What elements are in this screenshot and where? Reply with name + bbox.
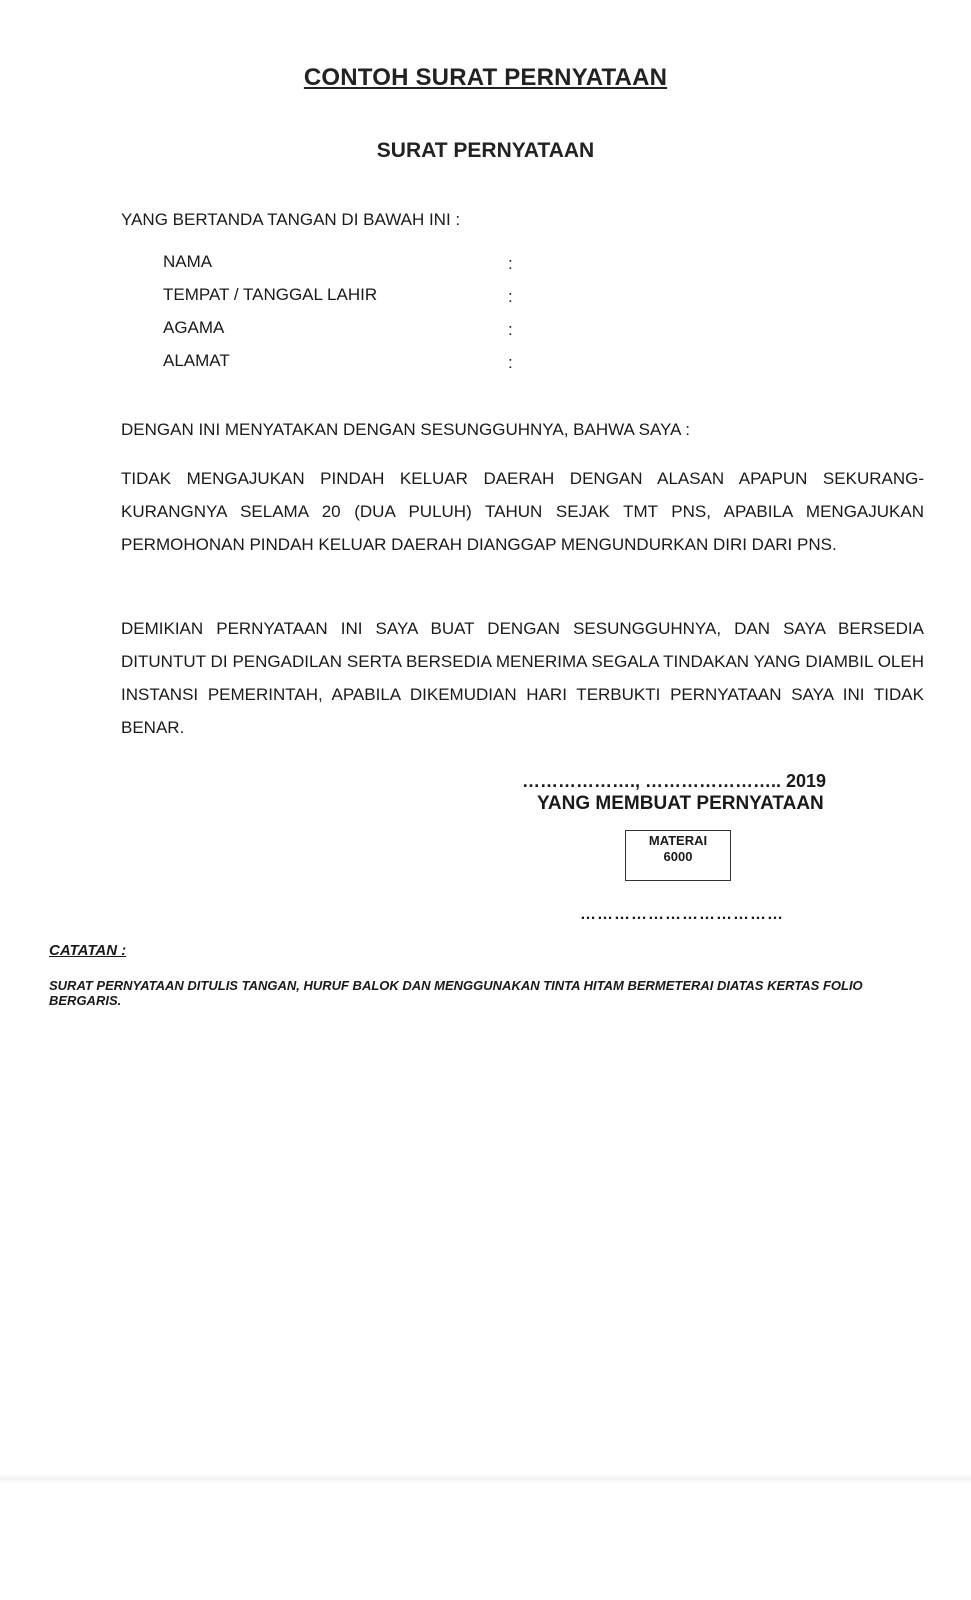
field-label: TEMPAT / TANGGAL LAHIR [163, 285, 378, 304]
signature-placeholder: ……………………………… [580, 906, 784, 923]
closing-paragraph: DEMIKIAN PERNYATAAN INI SAYA BUAT DENGAN SESUNGGUHNYA, DAN SAYA BERSEDIA DITUNTUT DI PENGADILAN SERTA BERSEDIA MENERIMA SEGALA TINDAKAN YANG DIAMBIL OLEH INSTANSI PEMERINTAH, APABILA DIKEMUDIAN HARI TERBUKTI PERNYATAAN SAYA INI TIDAK BENAR. [121, 619, 924, 737]
field-colon: : [508, 287, 513, 306]
intro-text: YANG BERTANDA TANGAN DI BAWAH INI : [121, 210, 461, 229]
stamp-box [625, 830, 731, 881]
note-text: SURAT PERNYATAAN DITULIS TANGAN, HURUF BALOK DAN MENGGUNAKAN TINTA HITAM BERMETERAI DIATAS KERTAS FOLIO BERGARIS. [49, 978, 863, 1008]
field-colon: : [508, 254, 513, 273]
signer-title: YANG MEMBUAT PERNYATAAN [537, 793, 824, 814]
field-label: NAMA [163, 252, 213, 271]
field-label: ALAMAT [163, 351, 230, 370]
field-colon: : [508, 353, 513, 372]
scan-edge-shadow [0, 1474, 971, 1484]
document-title: CONTOH SURAT PERNYATAAN [303, 64, 668, 91]
stamp-value: 6000 [663, 849, 693, 864]
field-label: AGAMA [163, 318, 225, 337]
place-date-line: ………………., ………………….. 2019 [522, 771, 827, 791]
field-colon: : [508, 320, 513, 339]
note-label: CATATAN : [49, 942, 127, 959]
declaration-text: DENGAN INI MENYATAKAN DENGAN SESUNGGUHNYA, BAHWA SAYA : [121, 420, 690, 439]
statement-paragraph: TIDAK MENGAJUKAN PINDAH KELUAR DAERAH DENGAN ALASAN APAPUN SEKURANG-KURANGNYA SELAMA 20 (DUA PULUH) TAHUN SEJAK TMT PNS, APABILA MENGAJUKAN PERMOHONAN PINDAH KELUAR DAERAH DIANGGAP MENGUNDURKAN DIRI DARI PNS. [121, 469, 924, 554]
stamp-label: MATERAI [648, 833, 708, 848]
document-subtitle: SURAT PERNYATAAN [376, 139, 595, 162]
